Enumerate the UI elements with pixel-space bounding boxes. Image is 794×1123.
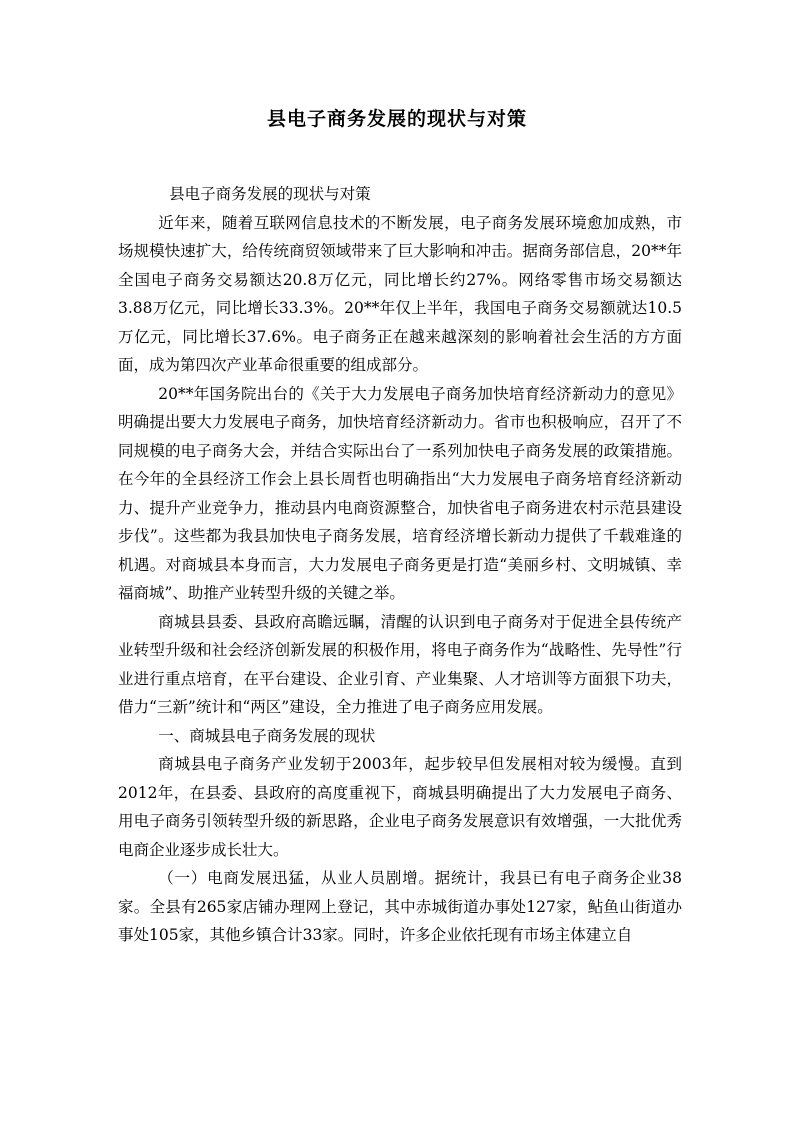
paragraph-subsection-1: （一）电商发展迅猛，从业人员剧增。据统计，我县已有电子商务企业38家。全县有265家店铺办理网上登记，其中赤城街道办事处127家，鲇鱼山街道办事处105家，其他乡镇合计33家。同时，许多企业依托现有市场主体建立自 xyxy=(118,869,682,944)
paragraph-county-measures: 商城县县委、县政府高瞻远瞩，清醒的认识到电子商务对于促进全县传统产业转型升级和社会经济创新发展的积极作用，将电子商务作为“战略性、先导性”行业进行重点培育，在平台建设、企业引育、产业集聚、人才培训等方面狠下功夫，借力“三新”统计和“两区”建设，全力推进了电子商务应用发展。 xyxy=(118,612,682,716)
section-heading-current-status: 一、商城县电子商务发展的现状 xyxy=(158,726,376,745)
paragraph-policy: 20**年国务院出台的《关于大力发展电子商务加快培育经济新动力的意见》明确提出要大力发展电子商务，加快培育经济新动力。省市也积极响应，召开了不同规模的电子商务大会，并结合实际出台了一系列加快电子商务发展的政策措施。在今年的全县经济工作会上县长周哲也明确指出“大力发展电子商务培育经济新动力、提升产业竞争力，推动县内电商资源整合，加快省电子商务进农村示范县建设步伐”。这些都为我县加快电子商务发展，培育经济增长新动力提供了千载难逢的机遇。对商城县本身而言，大力发展电子商务更是打造“美丽乡村、文明城镇、幸福商城”、助推产业转型升级的关键之举。 xyxy=(118,384,682,602)
document-title: 县电子商务发展的现状与对策 xyxy=(266,108,527,130)
paragraph-intro: 近年来，随着互联网信息技术的不断发展，电子商务发展环境愈加成熟，市场规模快速扩大，给传统商贸领域带来了巨大影响和冲击。据商务部信息，20**年全国电子商务交易额达20.8万亿元，同比增长约27%。网络零售市场交易额达3.88万亿元，同比增长33.3%。20**年仅上半年，我国电子商务交易额就达10.5万亿元，同比增长37.6%。电子商务正在越来越深刻的影响着社会生活的方方面面，成为第四次产业革命很重要的组成部分。 xyxy=(118,213,682,374)
section-heading: 县电子商务发展的现状与对策 xyxy=(169,185,371,203)
document-body xyxy=(118,180,682,950)
paragraph-current-status: 商城县电子商务产业发轫于2003年，起步较早但发展相对较为缓慢。直到2012年，在县委、县政府的高度重视下，商城县明确提出了大力发展电子商务、用电子商务引领转型升级的新思路，企业电子商务发展意识有效增强，一大批优秀电商企业逐步成长壮大。 xyxy=(118,755,682,859)
